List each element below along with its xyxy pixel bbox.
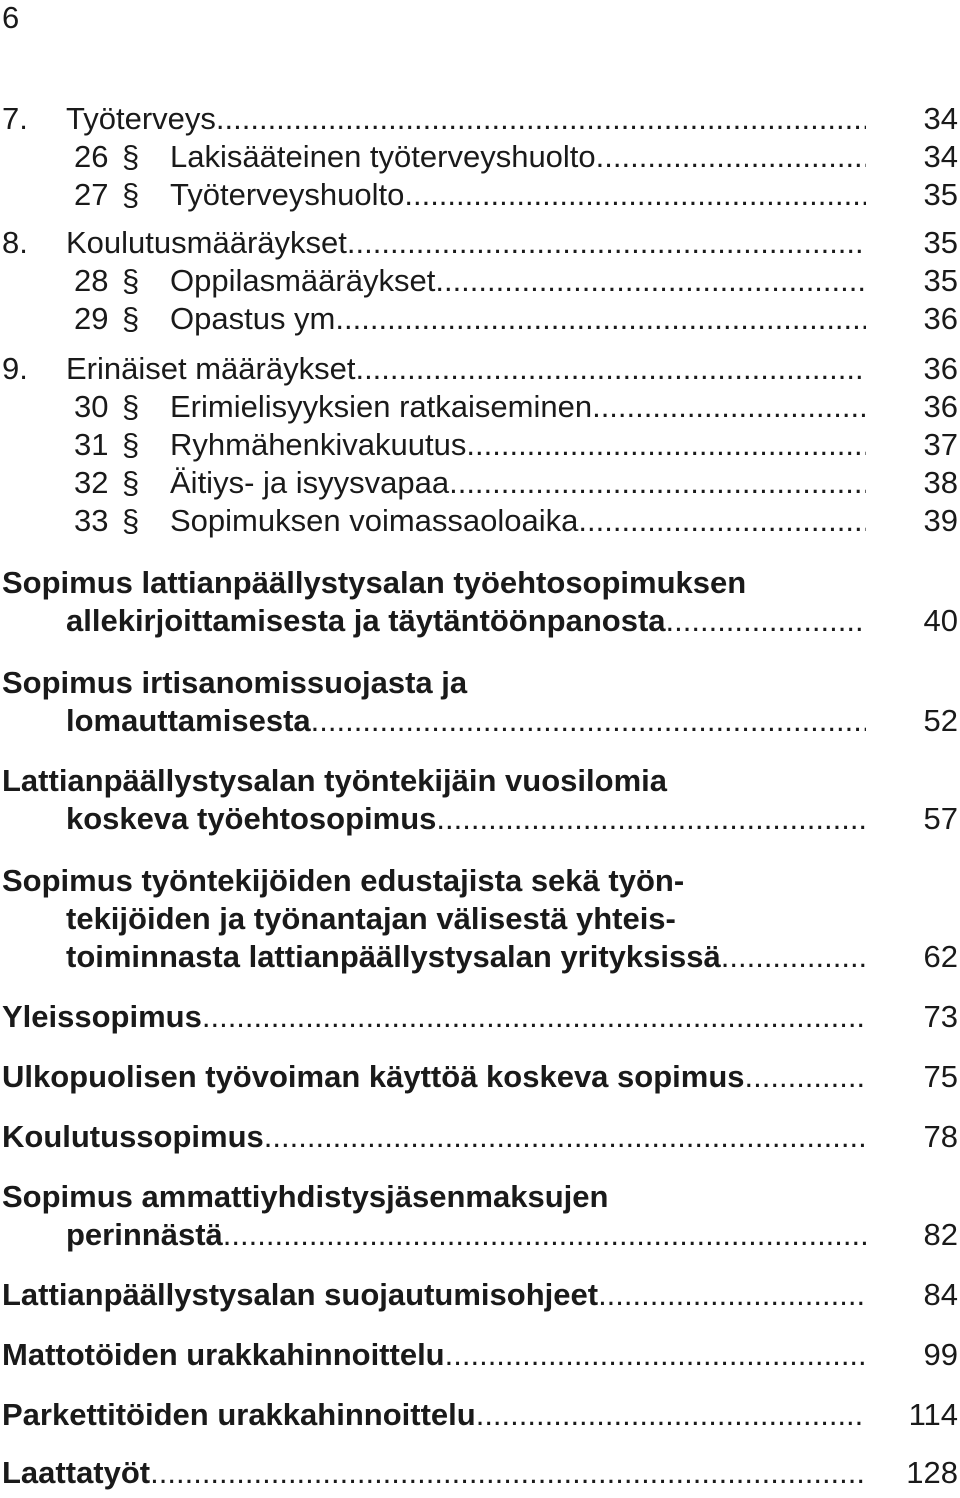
dot-leader [476,1396,866,1434]
toc-entry-line [0,1058,960,1096]
toc-entry-title: lomauttamisesta [66,703,311,738]
dot-leader [435,262,866,300]
toc-entry-page: 52 [923,703,958,738]
toc-section-row [0,388,960,426]
dot-leader [404,176,866,214]
toc-entry-page: 62 [923,939,958,974]
toc-entry-title: Sopimus työntekijöiden edustajista sekä työn- [2,863,685,898]
toc-entry-title: Parkettitöiden urakkahinnoittelu [2,1397,476,1432]
toc-chapter-row [0,350,960,388]
dot-leader [449,464,866,502]
toc-entry-line [0,762,960,800]
page-number: 6 [2,0,20,35]
toc-entry-page: 75 [923,1059,958,1094]
section-sign: § [122,465,140,500]
toc-section-row [0,300,960,338]
section-sign: § [122,177,140,212]
toc-entry-page: 36 [923,351,958,386]
toc-entry-page: 99 [923,1337,958,1372]
toc-entry-title: koskeva työehtosopimus [66,801,437,836]
toc-entry-line [0,800,960,838]
section-sign: § [122,139,140,174]
toc-entry-line [0,1276,960,1314]
toc-entry-title: Lattianpäällystysalan suojautumisohjeet [2,1277,599,1312]
toc-entry-title: allekirjoittamisesta ja täytäntöönpanosta [66,603,666,638]
section-number: 31 [74,427,109,462]
dot-leader [223,1216,866,1254]
toc-entry-title: tekijöiden ja työnantajan välisestä yhteis- [66,901,676,936]
toc-entry-line [0,862,960,900]
toc-section-row [0,464,960,502]
dot-leader [745,1058,866,1096]
toc-entry-title: Oppilasmääräykset [170,263,436,298]
toc-entry-page: 37 [923,427,958,462]
toc-entry-page: 84 [923,1277,958,1312]
toc-entry-line [0,564,960,602]
toc-chapter-row [0,100,960,138]
dot-leader [202,998,866,1036]
toc-entry-title: Lakisääteinen työterveyshuolto [170,139,596,174]
section-number: 30 [74,389,109,424]
toc-entry-page: 35 [923,177,958,212]
section-sign: § [122,301,140,336]
toc-entry-title: Sopimus ammattiyhdistysjäsenmaksujen [2,1179,609,1214]
toc-entry-title: Ulkopuolisen työvoiman käyttöä koskeva sopimus [2,1059,745,1094]
section-number: 27 [74,177,109,212]
dot-leader [666,602,866,640]
toc-section-row [0,426,960,464]
chapter-number: 9. [2,351,28,386]
section-sign: § [122,427,140,462]
toc-entry-title: toiminnasta lattianpäällystysalan yrityksissä [66,939,721,974]
toc-entry-line [0,664,960,702]
toc-entry-title: Koulutussopimus [2,1119,264,1154]
dot-leader [311,702,866,740]
section-sign: § [122,503,140,538]
dot-leader [598,1276,866,1314]
toc-entry-page: 57 [923,801,958,836]
dot-leader [578,502,866,540]
toc-entry-page: 38 [923,465,958,500]
dot-leader [592,388,866,426]
dot-leader [355,350,866,388]
toc-entry-page: 73 [923,999,958,1034]
section-number: 29 [74,301,109,336]
toc-entry-line [0,900,960,938]
dot-leader [466,426,866,464]
section-number: 28 [74,263,109,298]
toc-entry-line [0,998,960,1036]
toc-section-row [0,138,960,176]
toc-entry-page: 36 [923,301,958,336]
section-number: 32 [74,465,109,500]
toc-entry-line [0,1336,960,1374]
toc-entry-title: Työterveys [66,101,216,136]
toc-entry-line [0,1118,960,1156]
section-sign: § [122,389,140,424]
section-sign: § [122,263,140,298]
toc-section-row [0,176,960,214]
toc-entry-page: 34 [923,139,958,174]
dot-leader [436,800,866,838]
toc-entry-page: 82 [923,1217,958,1252]
toc-entry-title: Sopimuksen voimassaoloaika [170,503,579,538]
toc-entry-title: Erimielisyyksien ratkaiseminen [170,389,593,424]
toc-entry-page: 34 [923,101,958,136]
toc-entry-title: Lattianpäällystysalan työntekijäin vuosilomia [2,763,667,798]
toc-entry-page: 40 [923,603,958,638]
dot-leader [445,1336,866,1374]
dot-leader [344,300,866,338]
dot-leader [264,1118,866,1156]
dot-leader [216,100,866,138]
dot-leader [347,224,866,262]
toc-entry-title: Laattatyöt [2,1455,151,1490]
toc-chapter-row [0,224,960,262]
toc-entry-page: 39 [923,503,958,538]
toc-entry-page: 114 [908,1397,958,1432]
toc-entry-line [0,1178,960,1216]
toc-entry-title: Mattotöiden urakkahinnoittelu [2,1337,445,1372]
toc-entry-title: Äitiys- ja isyysvapaa [170,465,450,500]
chapter-number: 8. [2,225,28,260]
toc-entry-line [0,938,960,976]
toc-entry-line [0,1396,960,1434]
toc-entry-title: Ryhmähenkivakuutus [170,427,467,462]
toc-entry-line [0,702,960,740]
chapter-number: 7. [2,101,28,136]
toc-entry-line [0,1216,960,1254]
toc-section-row [0,262,960,300]
toc-entry-title: Työterveyshuolto [170,177,405,212]
toc-entry-page: 128 [906,1455,958,1490]
toc-entry-page: 35 [923,225,958,260]
toc-entry-line [0,1454,960,1492]
toc-entry-page: 36 [923,389,958,424]
toc-entry-page: 78 [923,1119,958,1154]
toc-entry-title: Sopimus lattianpäällystysalan työehtosopimuksen [2,565,747,600]
toc-entry-title: perinnästä [66,1217,223,1252]
toc-entry-title: Opastus ym. [170,301,344,336]
toc-entry-title: Erinäiset määräykset [66,351,356,386]
section-number: 26 [74,139,109,174]
toc-entry-title: Yleissopimus [2,999,202,1034]
dot-leader [150,1454,866,1492]
toc-entry-title: Koulutusmääräykset [66,225,347,260]
toc-entry-line [0,602,960,640]
dot-leader [596,138,866,176]
toc-entry-title: Sopimus irtisanomissuojasta ja [2,665,468,700]
section-number: 33 [74,503,109,538]
toc-section-row [0,502,960,540]
dot-leader [721,938,866,976]
toc-entry-page: 35 [923,263,958,298]
